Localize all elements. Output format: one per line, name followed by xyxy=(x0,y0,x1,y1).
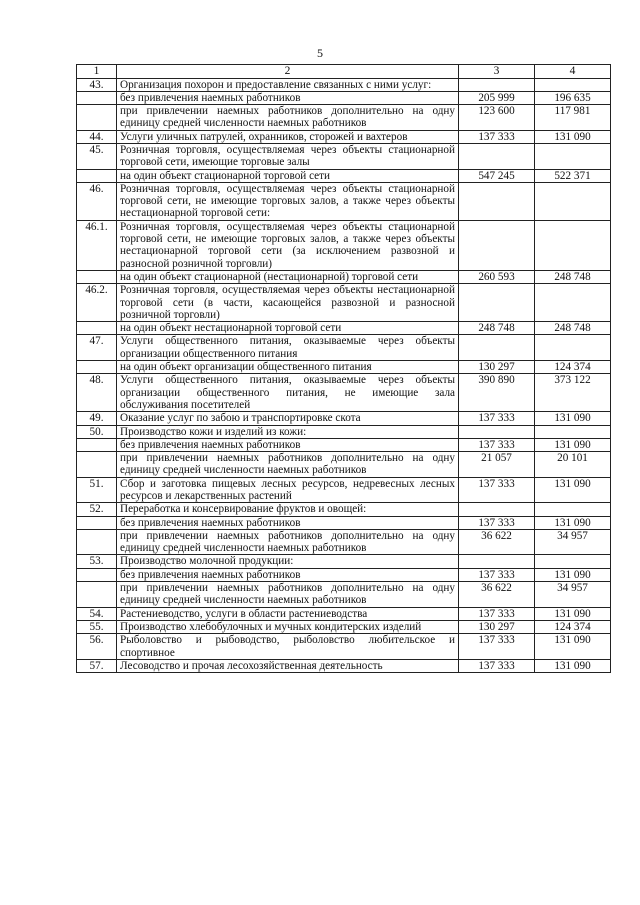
value-column-3: 137 333 xyxy=(459,438,535,451)
table-row xyxy=(77,503,611,516)
value-column-4: 196 635 xyxy=(535,91,611,104)
value-column-4: 131 090 xyxy=(535,412,611,425)
value-column-4: 131 090 xyxy=(535,634,611,660)
value-column-3 xyxy=(459,425,535,438)
table-row xyxy=(77,130,611,143)
row-number xyxy=(77,516,117,529)
row-description: при привлечении наемных работников дополнительно на одну единицу средней численности наемных работников xyxy=(117,452,459,478)
row-number: 47. xyxy=(77,335,117,361)
value-column-4: 522 371 xyxy=(535,169,611,182)
column-header-3: 3 xyxy=(459,65,535,79)
table-row xyxy=(77,607,611,620)
value-column-4 xyxy=(535,78,611,91)
row-number: 46. xyxy=(77,182,117,220)
row-description: при привлечении наемных работников дополнительно на одну единицу средней численности наемных работников xyxy=(117,582,459,608)
table-row xyxy=(77,105,611,131)
value-column-3: 137 333 xyxy=(459,607,535,620)
value-column-3: 260 593 xyxy=(459,270,535,283)
row-number: 50. xyxy=(77,425,117,438)
value-column-4: 131 090 xyxy=(535,659,611,672)
row-description: Розничная торговля, осуществляемая через объекты стационарной торговой сети, имеющие торговые залы xyxy=(117,143,459,169)
value-column-4: 117 981 xyxy=(535,105,611,131)
table-row xyxy=(77,374,611,412)
table-row xyxy=(77,335,611,361)
value-column-3 xyxy=(459,284,535,322)
table-row xyxy=(77,361,611,374)
value-column-3: 137 333 xyxy=(459,477,535,503)
row-number: 46.2. xyxy=(77,284,117,322)
value-column-4 xyxy=(535,503,611,516)
value-column-3: 130 297 xyxy=(459,620,535,633)
row-description: Рыболовство и рыбоводство, рыболовство любительское и спортивное xyxy=(117,634,459,660)
row-description: Производство кожи и изделий из кожи: xyxy=(117,425,459,438)
row-description: Производство молочной продукции: xyxy=(117,555,459,568)
row-number: 56. xyxy=(77,634,117,660)
row-description: на один объект стационарной (нестационарной) торговой сети xyxy=(117,270,459,283)
row-description: Розничная торговля, осуществляемая через объекты нестационарной торговой сети (в части, касающейся развозной и разносной розничной торговли) xyxy=(117,284,459,322)
row-number: 53. xyxy=(77,555,117,568)
value-column-4: 373 122 xyxy=(535,374,611,412)
table-row xyxy=(77,322,611,335)
value-column-3: 390 890 xyxy=(459,374,535,412)
table-row xyxy=(77,143,611,169)
table-row xyxy=(77,477,611,503)
value-column-4: 124 374 xyxy=(535,361,611,374)
table-body xyxy=(77,78,611,673)
row-description: при привлечении наемных работников дополнительно на одну единицу средней численности наемных работников xyxy=(117,529,459,555)
value-column-4 xyxy=(535,220,611,270)
table-row xyxy=(77,634,611,660)
table-row xyxy=(77,452,611,478)
value-column-3: 248 748 xyxy=(459,322,535,335)
row-description: без привлечения наемных работников xyxy=(117,438,459,451)
row-number: 43. xyxy=(77,78,117,91)
row-description: Переработка и консервирование фруктов и овощей: xyxy=(117,503,459,516)
table-row xyxy=(77,516,611,529)
table-row xyxy=(77,568,611,581)
value-column-4 xyxy=(535,284,611,322)
value-column-3: 36 622 xyxy=(459,529,535,555)
value-column-4: 34 957 xyxy=(535,582,611,608)
value-column-4: 131 090 xyxy=(535,568,611,581)
row-description: без привлечения наемных работников xyxy=(117,568,459,581)
value-column-4 xyxy=(535,335,611,361)
row-description: без привлечения наемных работников xyxy=(117,91,459,104)
value-column-3: 137 333 xyxy=(459,516,535,529)
row-description: на один объект стационарной торговой сети xyxy=(117,169,459,182)
row-description: Растениеводство, услуги в области растениеводства xyxy=(117,607,459,620)
value-column-4: 131 090 xyxy=(535,607,611,620)
row-description: Оказание услуг по забою и транспортировке скота xyxy=(117,412,459,425)
row-number xyxy=(77,452,117,478)
row-description: Организация похорон и предоставление связанных с ними услуг: xyxy=(117,78,459,91)
value-column-4: 131 090 xyxy=(535,130,611,143)
column-header-4: 4 xyxy=(535,65,611,79)
table-row xyxy=(77,620,611,633)
row-description: Сбор и заготовка пищевых лесных ресурсов, недревесных лесных ресурсов и лекарственных растений xyxy=(117,477,459,503)
value-column-3: 547 245 xyxy=(459,169,535,182)
value-column-4: 131 090 xyxy=(535,516,611,529)
page-number: 5 xyxy=(317,46,323,60)
row-number: 45. xyxy=(77,143,117,169)
row-number xyxy=(77,529,117,555)
row-description: Розничная торговля, осуществляемая через объекты стационарной торговой сети, не имеющие торговых залов, а также через объекты нестационарной торговой сети: xyxy=(117,182,459,220)
value-column-4 xyxy=(535,143,611,169)
table-row xyxy=(77,412,611,425)
value-column-4 xyxy=(535,425,611,438)
row-number: 48. xyxy=(77,374,117,412)
value-column-4 xyxy=(535,555,611,568)
table-row xyxy=(77,182,611,220)
row-number: 55. xyxy=(77,620,117,633)
row-number xyxy=(77,322,117,335)
row-description: на один объект организации общественного питания xyxy=(117,361,459,374)
value-column-4 xyxy=(535,182,611,220)
row-number xyxy=(77,91,117,104)
row-number: 52. xyxy=(77,503,117,516)
row-number: 44. xyxy=(77,130,117,143)
table-row xyxy=(77,659,611,672)
value-column-3 xyxy=(459,220,535,270)
row-number xyxy=(77,270,117,283)
table-header-row xyxy=(77,65,611,79)
tariff-table xyxy=(76,64,611,673)
row-number xyxy=(77,582,117,608)
value-column-3: 137 333 xyxy=(459,634,535,660)
value-column-3: 21 057 xyxy=(459,452,535,478)
row-number: 54. xyxy=(77,607,117,620)
column-header-1: 1 xyxy=(77,65,117,79)
value-column-3: 137 333 xyxy=(459,130,535,143)
value-column-4: 131 090 xyxy=(535,477,611,503)
row-description: на один объект нестационарной торговой сети xyxy=(117,322,459,335)
row-number: 49. xyxy=(77,412,117,425)
row-number xyxy=(77,169,117,182)
table-row xyxy=(77,284,611,322)
value-column-3: 137 333 xyxy=(459,568,535,581)
value-column-3 xyxy=(459,143,535,169)
value-column-4: 131 090 xyxy=(535,438,611,451)
row-number: 46.1. xyxy=(77,220,117,270)
value-column-4: 34 957 xyxy=(535,529,611,555)
row-description: Услуги общественного питания, оказываемые через объекты организации общественного питания xyxy=(117,335,459,361)
value-column-3: 137 333 xyxy=(459,412,535,425)
table-row xyxy=(77,78,611,91)
row-number xyxy=(77,105,117,131)
row-description: Услуги общественного питания, оказываемые через объекты организации общественного питания, не имеющие зала обслуживания посетителей xyxy=(117,374,459,412)
column-header-2: 2 xyxy=(117,65,459,79)
table-row xyxy=(77,529,611,555)
table-row xyxy=(77,220,611,270)
row-number: 51. xyxy=(77,477,117,503)
row-description: Розничная торговля, осуществляемая через объекты стационарной торговой сети, не имеющие торговых залов, а также через объекты нестационарной торговой сети (за исключением развозной и разносной розничной торговли) xyxy=(117,220,459,270)
value-column-4: 124 374 xyxy=(535,620,611,633)
value-column-3: 36 622 xyxy=(459,582,535,608)
table-row xyxy=(77,438,611,451)
row-description: при привлечении наемных работников дополнительно на одну единицу средней численности наемных работников xyxy=(117,105,459,131)
value-column-3 xyxy=(459,555,535,568)
table-row xyxy=(77,555,611,568)
value-column-4: 248 748 xyxy=(535,270,611,283)
value-column-4: 248 748 xyxy=(535,322,611,335)
value-column-3: 137 333 xyxy=(459,659,535,672)
row-number xyxy=(77,438,117,451)
row-description: Услуги уличных патрулей, охранников, сторожей и вахтеров xyxy=(117,130,459,143)
value-column-3 xyxy=(459,503,535,516)
value-column-3: 130 297 xyxy=(459,361,535,374)
row-number xyxy=(77,361,117,374)
value-column-3 xyxy=(459,182,535,220)
row-description: Производство хлебобулочных и мучных кондитерских изделий xyxy=(117,620,459,633)
value-column-4: 20 101 xyxy=(535,452,611,478)
row-description: Лесоводство и прочая лесохозяйственная деятельность xyxy=(117,659,459,672)
value-column-3: 123 600 xyxy=(459,105,535,131)
table-row xyxy=(77,169,611,182)
table-row xyxy=(77,425,611,438)
table-row xyxy=(77,582,611,608)
table-row xyxy=(77,270,611,283)
table-row xyxy=(77,91,611,104)
value-column-3 xyxy=(459,78,535,91)
value-column-3 xyxy=(459,335,535,361)
row-description: без привлечения наемных работников xyxy=(117,516,459,529)
value-column-3: 205 999 xyxy=(459,91,535,104)
row-number xyxy=(77,568,117,581)
row-number: 57. xyxy=(77,659,117,672)
